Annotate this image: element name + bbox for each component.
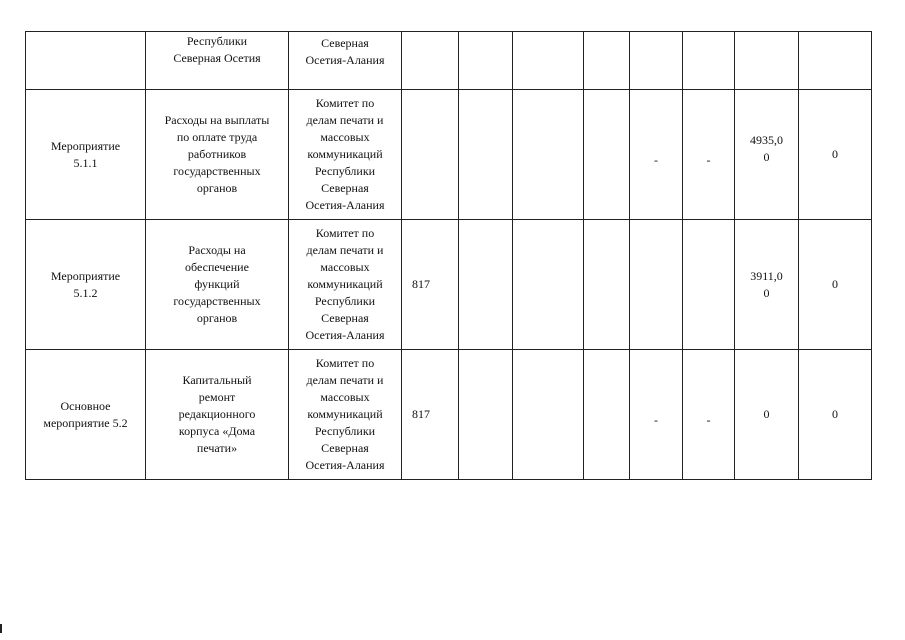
empty-cell [513, 220, 584, 350]
code-cell: 817 [402, 220, 459, 350]
event-title-cell: Капитальный ремонт редакционного корпуса «Дома печати» [146, 350, 289, 480]
dash-mark: - [706, 413, 711, 427]
amount-cell: 3911,0 0 [735, 220, 799, 350]
dash-mark: - [654, 153, 658, 167]
code-cell [402, 32, 459, 90]
empty-cell [513, 350, 584, 480]
dash-cell [683, 350, 735, 480]
empty-cell [459, 32, 513, 90]
code-cell [402, 90, 459, 220]
scan-edge-mark [0, 624, 2, 633]
amount-cell-2: 0 [799, 220, 872, 350]
event-name-cell: Мероприятие 5.1.2 [26, 220, 146, 350]
dash-cell [630, 350, 683, 480]
dash-cell [683, 90, 735, 220]
event-name-cell [26, 32, 146, 90]
empty-cell [513, 90, 584, 220]
amount-cell [735, 32, 799, 90]
dash-mark: - [654, 413, 658, 427]
empty-cell [459, 90, 513, 220]
table-row [26, 220, 872, 350]
amount-cell-2: 0 [799, 350, 872, 480]
code-cell: 817 [402, 350, 459, 480]
empty-cell [584, 32, 630, 90]
empty-cell [584, 350, 630, 480]
dash-cell [630, 220, 683, 350]
event-title-cell: Расходы на обеспечение функций государственных органов [146, 220, 289, 350]
amount-cell-2: 0 [799, 90, 872, 220]
event-title-cell: Республики Северная Осетия [146, 32, 289, 90]
event-name-cell: Основное мероприятие 5.2 [26, 350, 146, 480]
table-row [26, 32, 872, 90]
dash-cell [683, 32, 735, 90]
dash-cell [630, 90, 683, 220]
amount-cell: 0 [735, 350, 799, 480]
executor-cell: Комитет по делам печати и массовых коммуникаций Республики Северная Осетия-Алания [289, 350, 402, 480]
empty-cell [584, 220, 630, 350]
table-row [26, 350, 872, 480]
budget-table [25, 31, 872, 480]
event-name-cell: Мероприятие 5.1.1 [26, 90, 146, 220]
dash-cell [630, 32, 683, 90]
empty-cell [459, 220, 513, 350]
empty-cell [513, 32, 584, 90]
dash-mark: - [706, 153, 711, 167]
table-row [26, 90, 872, 220]
amount-cell-2 [799, 32, 872, 90]
executor-cell: Северная Осетия-Алания [289, 32, 402, 90]
event-title-cell: Расходы на выплаты по оплате труда работников государственных органов [146, 90, 289, 220]
dash-cell [683, 220, 735, 350]
executor-cell: Комитет по делам печати и массовых коммуникаций Республики Северная Осетия-Алания [289, 220, 402, 350]
amount-cell: 4935,0 0 [735, 90, 799, 220]
empty-cell [584, 90, 630, 220]
executor-cell: Комитет по делам печати и массовых коммуникаций Республики Северная Осетия-Алания [289, 90, 402, 220]
empty-cell [459, 350, 513, 480]
